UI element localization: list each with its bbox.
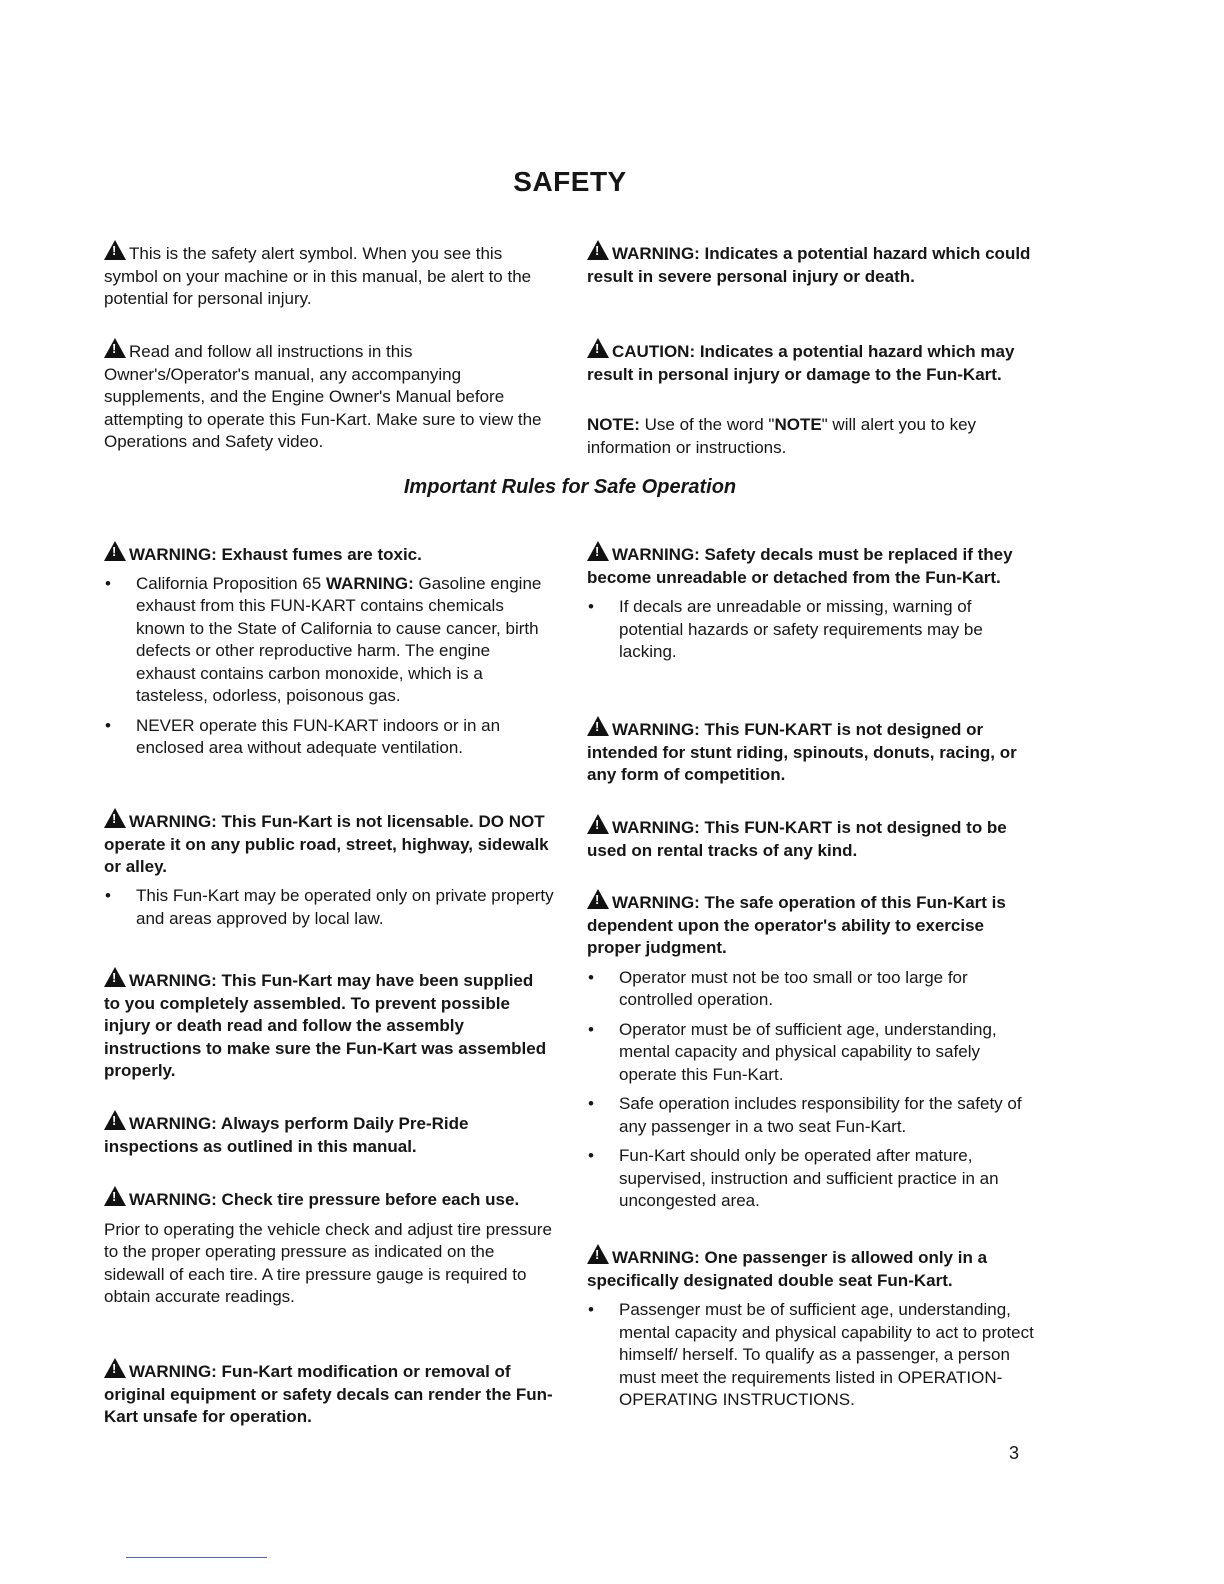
list-item: • California Proposition 65 WARNING: Gasoline engine exhaust from this FUN-KART contains chemicals known to the State of California to cause cancer, birth defects or other reproductive harm. The engine exhaust contains carbon monoxide, which is a tasteless, odorless, poisonous gas. xyxy=(104,573,554,708)
safety-alert-icon xyxy=(587,240,609,260)
safety-alert-icon xyxy=(587,716,609,736)
safety-alert-icon xyxy=(587,1244,609,1264)
footer-rule xyxy=(126,1557,267,1558)
intro-alert-symbol xyxy=(104,240,554,311)
rule-pre-ride: !WARNING: Always perform Daily Pre-Ride inspections as outlined in this manual. xyxy=(104,1110,554,1158)
section-subtitle: Important Rules for Safe Operation xyxy=(403,476,737,498)
list-item: • Fun-Kart should only be operated after mature, supervised, instruction and sufficient practice in an uncongested area. xyxy=(587,1145,1039,1213)
page-title: SAFETY xyxy=(513,166,627,197)
note-definition: NOTE: Use of the word "NOTE" will alert you to key information or instructions. xyxy=(587,415,977,457)
safety-alert-icon xyxy=(104,1110,126,1130)
intro-alert-text: This is the safety alert symbol. When you see this symbol on your machine or in this manual, be alert to the potential for personal injury. xyxy=(104,244,532,308)
rule-judgment: !WARNING: The safe operation of this Fun-Kart is dependent upon the operator's ability to exercise proper judgment. • Operator must not be too small or too large for controlled operation. • Operator must be of sufficient age, understanding, mental capacity and physical capability to safely operate this Fun-Kart. • Safe operation includes responsibility for the safety of any passenger in a two seat Fun-Kart. • Fun-Kart should only be operated after mature, supervised, instruction and sufficient practice in an uncongested area. xyxy=(587,889,1039,1220)
rule-rental-tracks: !WARNING: This FUN-KART is not designed to be used on rental tracks of any kind. xyxy=(587,814,1039,862)
safety-alert-icon xyxy=(104,338,126,358)
rule-decals: !WARNING: Safety decals must be replaced if they become unreadable or detached from the Fun-Kart. • If decals are unreadable or missing, warning of potential hazards or safety requirements may be lacking. xyxy=(587,541,1039,671)
safety-alert-icon xyxy=(104,967,126,987)
rule-tire-pressure: !WARNING: Check tire pressure before each use. Prior to operating the vehicle check and adjust tire pressure to the proper operating pressure as indicated on the sidewall of each tire. A tire pressure gauge is required to obtain accurate readings. xyxy=(104,1186,554,1309)
warning-definition: !WARNING: Indicates a potential hazard which could result in severe personal injury or death. xyxy=(587,240,1039,288)
safety-alert-icon xyxy=(587,338,609,358)
list-item: • Passenger must be of sufficient age, understanding, mental capacity and physical capability to act to protect himself/ herself. To qualify as a passenger, a person must meet the requirements listed in OPERATION-OPERATING INSTRUCTIONS. xyxy=(587,1299,1039,1412)
safety-alert-icon xyxy=(587,541,609,561)
list-item: • Safe operation includes responsibility for the safety of any passenger in a two seat Fun-Kart. xyxy=(587,1093,1039,1138)
rule-passenger: !WARNING: One passenger is allowed only in a specifically designated double seat Fun-Kart. • Passenger must be of sufficient age, understanding, mental capacity and physical capability to act to protect himself/ herself. To qualify as a passenger, a person must meet the requirements listed in OPERATION-OPERATING INSTRUCTIONS. xyxy=(587,1244,1039,1419)
safety-alert-icon xyxy=(104,808,126,828)
safety-alert-icon xyxy=(104,240,126,260)
list-item: • If decals are unreadable or missing, warning of potential hazards or safety requirements may be lacking. xyxy=(587,596,1039,664)
rule-exhaust-fumes: !WARNING: Exhaust fumes are toxic. • California Proposition 65 WARNING: Gasoline engine exhaust from this FUN-KART contains chemicals known to the State of California to cause cancer, birth defects or other reproductive harm. The engine exhaust contains carbon monoxide, which is a tasteless, odorless, poisonous gas. • NEVER operate this FUN-KART indoors or in an enclosed area without adequate ventilation. xyxy=(104,541,554,767)
list-item: • Operator must not be too small or too large for controlled operation. xyxy=(587,967,1039,1012)
safety-alert-icon xyxy=(104,541,126,561)
rule-assembled: !WARNING: This Fun-Kart may have been supplied to you completely assembled. To prevent possible injury or death read and follow the assembly instructions to make sure the Fun-Kart was assembled properly. xyxy=(104,967,554,1083)
rule-stunt-riding: !WARNING: This FUN-KART is not designed or intended for stunt riding, spinouts, donuts, racing, or any form of competition. xyxy=(587,716,1039,787)
caution-definition: !CAUTION: Indicates a potential hazard which may result in personal injury or damage to the Fun-Kart. xyxy=(587,338,1039,386)
intro-read-text: Read and follow all instructions in this Owner's/Operator's manual, any accompanying supplements, and the Engine Owner's Manual before attempting to operate this Fun-Kart. Make sure to view the Operations and Safety video. xyxy=(104,342,542,451)
safety-alert-icon xyxy=(104,1358,126,1378)
list-item: • Operator must be of sufficient age, understanding, mental capacity and physical capability to safely operate this Fun-Kart. xyxy=(587,1019,1039,1087)
intro-read-instructions xyxy=(104,338,554,454)
list-item: • NEVER operate this FUN-KART indoors or in an enclosed area without adequate ventilation. xyxy=(104,715,554,760)
list-item: • This Fun-Kart may be operated only on private property and areas approved by local law. xyxy=(104,885,554,930)
rule-not-licensable: !WARNING: This Fun-Kart is not licensable. DO NOT operate it on any public road, street, highway, sidewalk or alley. xyxy=(104,808,554,879)
safety-alert-icon xyxy=(587,889,609,909)
safety-alert-icon xyxy=(587,814,609,834)
rule-modification: !WARNING: Fun-Kart modification or removal of original equipment or safety decals can render the Fun-Kart unsafe for operation. xyxy=(104,1358,554,1429)
safety-alert-icon xyxy=(104,1186,126,1206)
rule-not-licensable-bullets xyxy=(104,885,554,937)
page-number: 3 xyxy=(1009,1443,1020,1463)
